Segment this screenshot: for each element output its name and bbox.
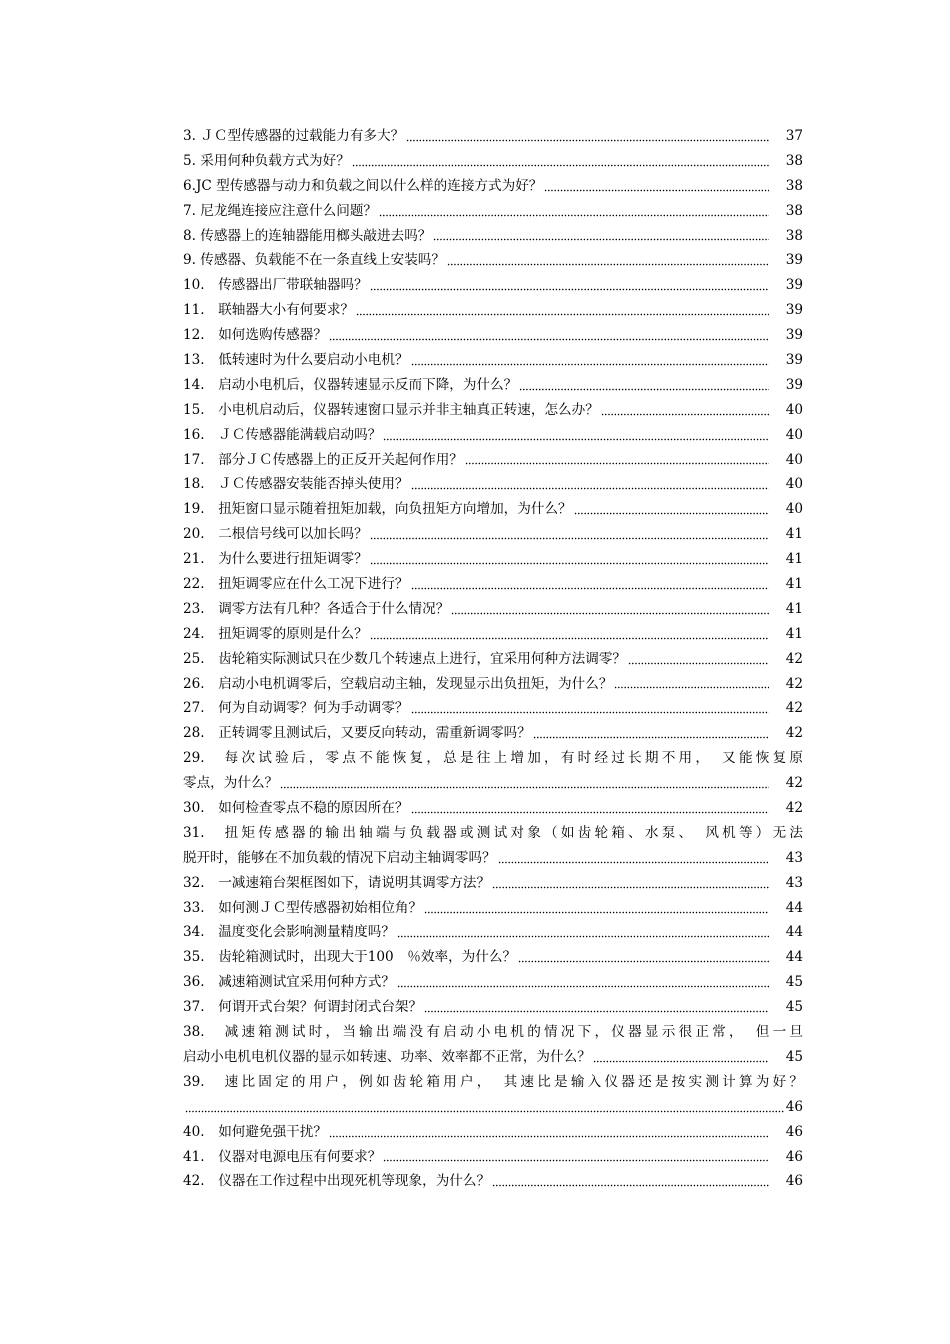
toc-entry-line — [183, 896, 803, 921]
toc-dot-leader — [370, 534, 769, 540]
toc-entry-line — [183, 970, 803, 995]
toc-entry-line — [183, 1045, 803, 1070]
toc-entry-title: 27. 何为自动调零？何为手动调零？ — [183, 700, 409, 717]
toc-entry-line — [183, 921, 803, 946]
toc-entry[interactable] — [183, 547, 803, 572]
toc-dot-leader — [370, 634, 769, 640]
toc-page-number: 44 — [785, 949, 803, 966]
toc-page-number: 41 — [785, 600, 803, 617]
toc-entry-title: 23. 调零方法有几种？各适合于什么情况？ — [183, 600, 450, 617]
toc-page-number: 41 — [785, 551, 803, 568]
toc-entry[interactable] — [183, 921, 803, 946]
toc-entry-title: 22. 扭矩调零应在什么工况下进行？ — [183, 576, 409, 593]
toc-entry[interactable] — [183, 622, 803, 647]
toc-entry[interactable] — [183, 298, 803, 323]
toc-dot-leader — [518, 957, 769, 963]
toc-entry-title: 34. 温度变化会影响测量精度吗？ — [183, 924, 395, 941]
toc-page-number: 44 — [785, 899, 803, 916]
toc-dot-leader — [593, 1057, 769, 1063]
toc-entry[interactable] — [183, 472, 803, 497]
toc-entry-title: 20. 二根信号线可以加长吗？ — [183, 526, 368, 543]
toc-page-number: 43 — [785, 874, 803, 891]
toc-dot-leader — [424, 908, 769, 914]
toc-entry-line — [183, 547, 803, 572]
toc-page-number: 45 — [785, 1048, 803, 1065]
toc-entry-title: 3. ＪＣ型传感器的过载能力有多大？ — [183, 127, 405, 144]
toc-entry-title: 9. 传感器、负载能不在一条直线上安装吗？ — [183, 252, 445, 269]
toc-entry[interactable] — [183, 1020, 803, 1070]
toc-page-number: 38 — [785, 177, 803, 194]
toc-dot-leader — [544, 186, 769, 192]
toc-entry-line — [183, 622, 803, 647]
toc-entry-line — [183, 1120, 803, 1145]
toc-entry-title: 29. 每次试验后，零点不能恢复，总是往上增加，有时经过长期不用， 又能恢复原 — [183, 750, 803, 767]
toc-page-number: 39 — [785, 352, 803, 368]
toc-entry[interactable] — [183, 871, 803, 896]
toc-entry-line — [183, 149, 803, 174]
toc-page-number: 37 — [785, 127, 803, 144]
toc-entry-line — [183, 796, 803, 821]
toc-page-number: 43 — [785, 849, 803, 866]
toc-entry-title: 39. 速比固定的用户，例如齿轮箱用户， 其速比是输入仪器还是按实测计算为好？ — [183, 1073, 803, 1090]
toc-page-number: 46 — [785, 1148, 803, 1165]
toc-dot-leader — [492, 1181, 769, 1187]
toc-entry[interactable] — [183, 497, 803, 522]
toc-entry[interactable] — [183, 398, 803, 423]
toc-entry-line — [183, 1020, 803, 1045]
toc-entry[interactable] — [183, 323, 803, 348]
toc-entry[interactable] — [183, 224, 803, 249]
toc-entry-title: 7. 尼龙绳连接应注意什么问题？ — [183, 202, 378, 219]
toc-entry-line — [183, 522, 803, 547]
toc-entry-title: 40. 如何避免强干扰？ — [183, 1123, 327, 1140]
toc-entry[interactable] — [183, 373, 803, 398]
toc-entry-line — [183, 821, 803, 846]
toc-page-number: 41 — [785, 625, 803, 642]
toc-dot-leader — [406, 136, 769, 142]
toc-entry-title: 6.JC 型传感器与动力和负载之间以什么样的连接方式为好？ — [183, 177, 543, 194]
toc-entry-title: 12. 如何选购传感器？ — [183, 327, 327, 344]
toc-page-number: 40 — [785, 426, 803, 443]
toc-entry[interactable] — [183, 348, 803, 373]
toc-entry-line — [183, 1095, 803, 1120]
toc-entry[interactable] — [183, 896, 803, 921]
toc-entry-line — [183, 1169, 803, 1194]
toc-entry-title: 41. 仪器对电源电压有何要求？ — [183, 1148, 382, 1165]
toc-entry[interactable] — [183, 199, 803, 224]
toc-entry-line — [183, 398, 803, 423]
toc-dot-leader — [601, 410, 769, 416]
toc-dot-leader — [329, 1132, 769, 1138]
toc-dot-leader — [411, 808, 769, 814]
toc-entry[interactable] — [183, 821, 803, 871]
toc-entry-line — [183, 1145, 803, 1170]
toc-page-number: 42 — [785, 725, 803, 742]
toc-entry[interactable] — [183, 721, 803, 746]
toc-dot-leader — [383, 1156, 769, 1162]
toc-entry[interactable] — [183, 149, 803, 174]
toc-entry-title: 25. 齿轮箱实际测试只在少数几个转速点上进行，宜采用何种方法调零？ — [183, 650, 627, 667]
toc-entry-line — [183, 945, 803, 970]
toc-dot-leader — [519, 385, 769, 391]
toc-entry-title: 18. ＪＣ传感器安装能否掉头使用？ — [183, 476, 409, 493]
toc-dot-leader — [383, 435, 769, 441]
toc-entry-title: 32. 一减速箱台架框图如下，请说明其调零方法？ — [183, 874, 491, 891]
toc-dot-leader — [329, 335, 769, 341]
toc-dot-leader — [379, 211, 769, 217]
toc-page-number: 40 — [785, 401, 803, 418]
toc-dot-leader — [411, 584, 769, 590]
toc-entry-title: 35. 齿轮箱测试时，出现大于100 ％效率，为什么？ — [183, 949, 517, 966]
toc-entry-title: 24. 扭矩调零的原则是什么？ — [183, 625, 368, 642]
toc-entry-line — [183, 323, 803, 348]
toc-entry-title: 8. 传感器上的连轴器能用榔头敲进去吗？ — [183, 227, 432, 244]
toc-entry-line — [183, 572, 803, 597]
toc-dot-leader — [533, 733, 769, 739]
toc-page-number: 46 — [785, 1173, 803, 1190]
toc-entry-line — [183, 423, 803, 448]
toc-entry-line — [183, 672, 803, 697]
toc-dot-leader — [614, 683, 769, 689]
toc-entry-title: 33. 如何测ＪＣ型传感器初始相位角？ — [183, 899, 423, 916]
toc-entry[interactable] — [183, 746, 803, 796]
toc-entry-title: 37. 何谓开式台架？何谓封闭式台架？ — [183, 999, 423, 1016]
toc-dot-leader — [280, 783, 769, 789]
toc-entry[interactable] — [183, 124, 803, 149]
toc-entry[interactable] — [183, 945, 803, 970]
toc-entry-line — [183, 846, 803, 871]
toc-entry-line — [183, 995, 803, 1020]
toc-page-number: 38 — [785, 152, 803, 169]
toc-entry[interactable] — [183, 448, 803, 473]
toc-dot-leader — [411, 708, 769, 714]
toc-page-number: 42 — [785, 775, 803, 792]
toc-entry-title: 14. 启动小电机后，仪器转速显示反而下降，为什么？ — [183, 376, 518, 393]
toc-entry-title: 15. 小电机启动后，仪器转速窗口显示并非主轴真正转速，怎么办？ — [183, 401, 599, 418]
toc-page-number: 42 — [785, 700, 803, 717]
toc-entry-line — [183, 273, 803, 298]
toc-dot-leader — [411, 484, 769, 490]
toc-entry[interactable] — [183, 796, 803, 821]
toc-dot-leader — [498, 858, 769, 864]
toc-entry[interactable] — [183, 597, 803, 622]
toc-entry[interactable] — [183, 248, 803, 273]
toc-entry[interactable] — [183, 174, 803, 199]
toc-dot-leader — [356, 310, 769, 316]
toc-entry-line — [183, 224, 803, 249]
toc-entry-line — [183, 497, 803, 522]
toc-entry-title: 30. 如何检查零点不稳的原因所在？ — [183, 800, 409, 817]
toc-dot-leader — [352, 161, 769, 167]
toc-entry-line — [183, 647, 803, 672]
toc-page-number: 40 — [785, 476, 803, 493]
toc-entry-line — [183, 248, 803, 273]
toc-page-number: 41 — [785, 526, 803, 543]
toc-page-number: 41 — [785, 576, 803, 593]
toc-entry[interactable] — [183, 423, 803, 448]
toc-entry-title: 36. 减速箱测试宜采用何种方式？ — [183, 974, 395, 991]
toc-dot-leader — [424, 1007, 769, 1013]
toc-dot-leader — [397, 982, 769, 988]
toc-entry-title: 28. 正转调零且测试后，又要反向转动，需重新调零吗？ — [183, 725, 531, 742]
toc-page-number: 38 — [785, 227, 803, 244]
toc-entry-line — [183, 871, 803, 896]
toc-entry-title: 38. 减速箱测试时，当输出端没有启动小电机的情况下，仪器显示很正常， 但一旦 — [183, 1024, 803, 1041]
toc-entry[interactable] — [183, 572, 803, 597]
toc-page-number: 44 — [785, 924, 803, 941]
toc-entry-title: 13. 低转速时为什么要启动小电机？ — [183, 352, 409, 368]
toc-entry-title: 5. 采用何种负载方式为好？ — [183, 152, 350, 169]
toc-entry-line — [183, 1070, 803, 1095]
toc-entry[interactable] — [183, 1169, 803, 1194]
toc-entry-title: 21. 为什么要进行扭矩调零？ — [183, 551, 368, 568]
toc-page-number: 39 — [785, 252, 803, 269]
toc-entry[interactable] — [183, 1070, 803, 1120]
toc-entry[interactable] — [183, 647, 803, 672]
toc-entry-title: 11. 联轴器大小有何要求？ — [183, 302, 355, 319]
toc-entry-line — [183, 199, 803, 224]
toc-page-number: 39 — [785, 376, 803, 393]
toc-entry-title: 10. 传感器出厂带联轴器吗？ — [183, 277, 368, 294]
toc-entry-line — [183, 597, 803, 622]
toc-page-number: 39 — [785, 277, 803, 294]
toc-entry-line — [183, 721, 803, 746]
toc-page-number: 46 — [785, 1123, 803, 1140]
toc-page-number: 42 — [785, 800, 803, 817]
toc-entry-line — [183, 448, 803, 473]
toc-entry-line — [183, 696, 803, 721]
toc-dot-leader — [451, 609, 769, 615]
toc-entry[interactable] — [183, 995, 803, 1020]
toc-page-number: 42 — [785, 675, 803, 692]
table-of-contents — [183, 124, 803, 1194]
toc-entry-title: 16. ＪＣ传感器能满载启动吗？ — [183, 426, 382, 443]
toc-dot-leader — [465, 459, 769, 465]
toc-entry-line — [183, 348, 803, 373]
toc-entry-title: 17. 部分ＪＣ传感器上的正反开关起何作用？ — [183, 451, 463, 468]
toc-dot-leader — [492, 883, 769, 889]
toc-entry-line — [183, 124, 803, 149]
toc-dot-leader — [447, 260, 769, 266]
toc-entry-title: 19. 扭矩窗口显示随着扭矩加载，向负扭矩方向增加，为什么？ — [183, 501, 572, 518]
toc-entry[interactable] — [183, 273, 803, 298]
toc-entry-line — [183, 298, 803, 323]
toc-entry-line — [183, 746, 803, 771]
toc-dot-leader — [185, 1107, 784, 1113]
toc-page-number: 42 — [785, 650, 803, 667]
toc-entry-line — [183, 771, 803, 796]
toc-entry-title: 31. 扭矩传感器的输出轴端与负载器或测试对象（如齿轮箱、水泵、 风机等）无法 — [183, 824, 803, 841]
toc-dot-leader — [433, 235, 769, 241]
toc-entry-title: 启动小电机电机仪器的显示如转速、功率、效率都不正常，为什么？ — [183, 1048, 591, 1065]
toc-entry[interactable] — [183, 522, 803, 547]
toc-entry-title: 26. 启动小电机调零后，空载启动主轴，发现显示出负扭矩，为什么？ — [183, 675, 613, 692]
toc-dot-leader — [574, 509, 769, 515]
toc-page-number: 39 — [785, 302, 803, 319]
toc-page-number: 39 — [785, 327, 803, 344]
toc-page-number: 40 — [785, 501, 803, 518]
toc-entry[interactable] — [183, 970, 803, 995]
toc-page-number: 46 — [785, 1098, 803, 1115]
toc-page-number: 40 — [785, 451, 803, 468]
toc-page-number: 45 — [785, 999, 803, 1016]
toc-page-number: 45 — [785, 974, 803, 991]
toc-dot-leader — [370, 559, 769, 565]
toc-entry[interactable] — [183, 1120, 803, 1145]
toc-dot-leader — [628, 659, 769, 665]
toc-entry[interactable] — [183, 1145, 803, 1170]
toc-dot-leader — [397, 932, 769, 938]
toc-entry-title: 脱开时，能够在不加负载的情况下启动主轴调零吗？ — [183, 849, 496, 866]
toc-dot-leader — [370, 285, 769, 291]
toc-entry[interactable] — [183, 696, 803, 721]
toc-entry-line — [183, 373, 803, 398]
toc-entry-line — [183, 174, 803, 199]
toc-entry-title: 42. 仪器在工作过程中出现死机等现象，为什么？ — [183, 1173, 491, 1190]
toc-entry[interactable] — [183, 672, 803, 697]
toc-page-number: 38 — [785, 202, 803, 219]
toc-entry-title: 零点，为什么？ — [183, 775, 279, 792]
toc-entry-line — [183, 472, 803, 497]
toc-dot-leader — [411, 360, 769, 366]
